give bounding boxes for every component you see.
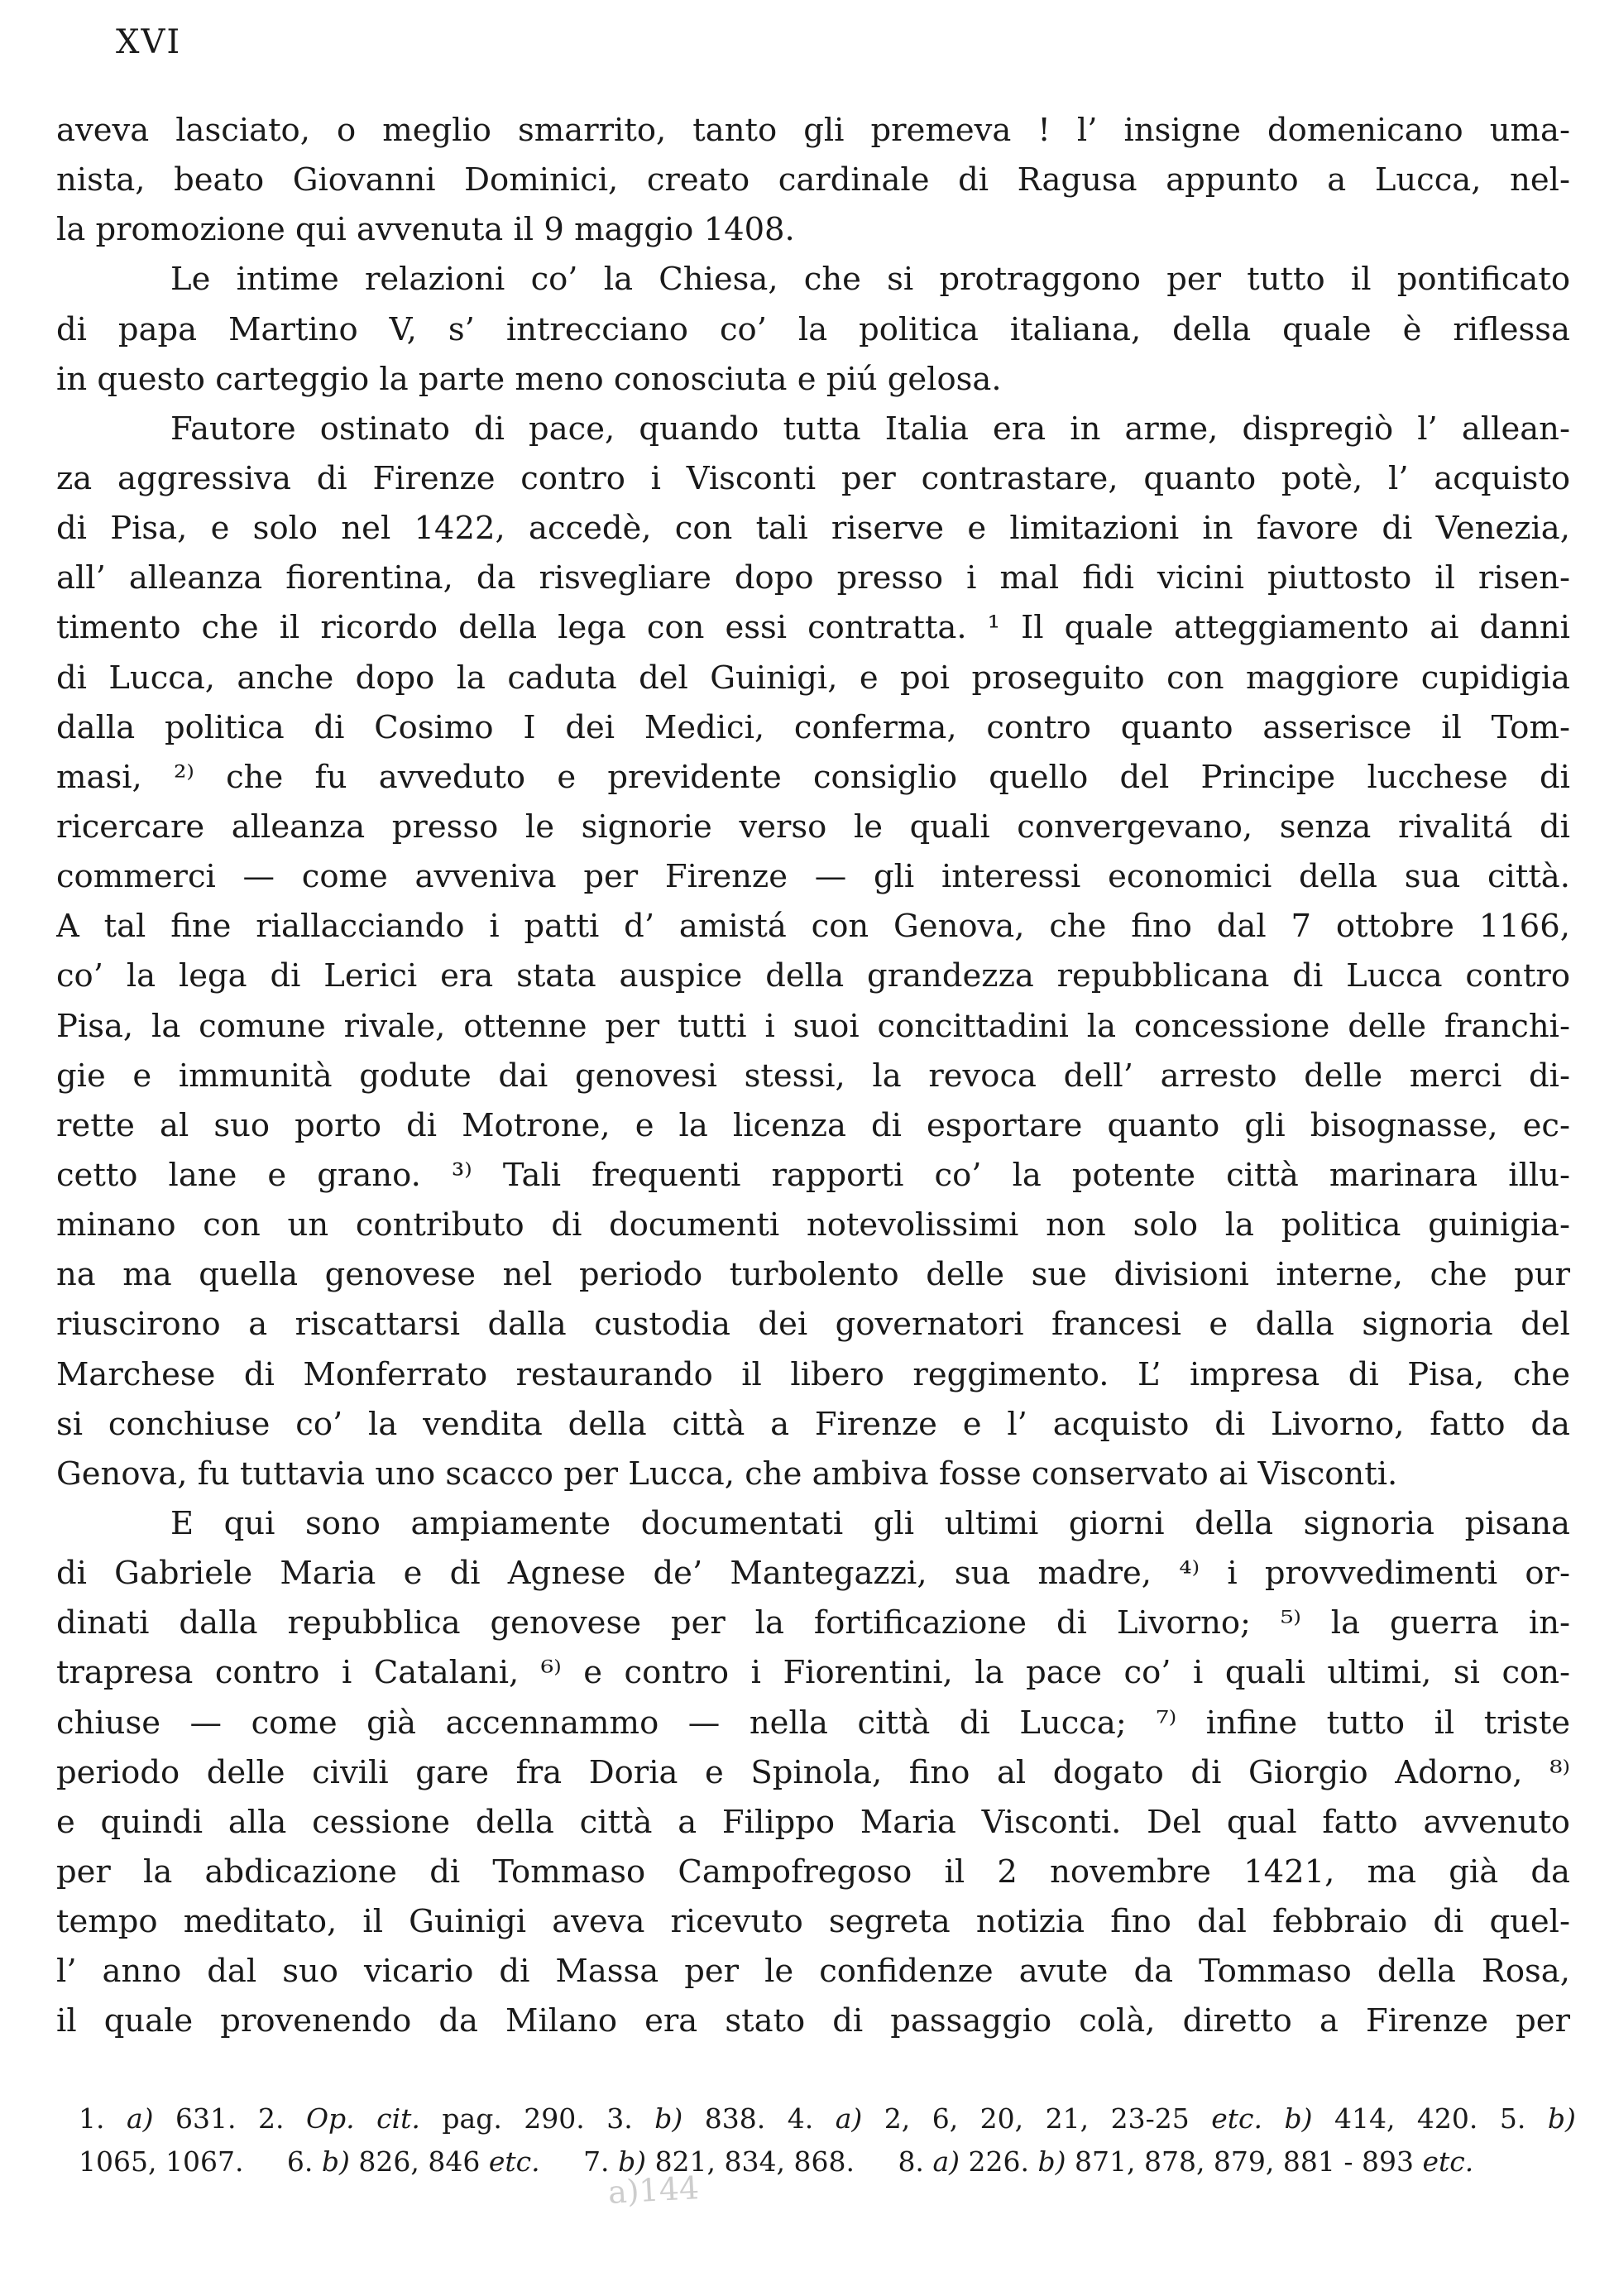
text-line: il quale provenendo da Milano era stato di passaggio colà, diretto a Firenze per [56, 2002, 1570, 2040]
text-line: tempo meditato, il Guinigi aveva ricevuto segreta notizia fino dal febbraio di quel- [56, 1903, 1570, 1941]
text-line: di Pisa, e solo nel 1422, accedè, con tali riserve e limitazioni in favore di Venezia, [56, 510, 1570, 548]
footnotes [79, 2097, 1576, 2183]
text-line: e quindi alla cessione della città a Filippo Maria Visconti. Del qual fatto avvenuto [56, 1803, 1570, 1841]
text-line: dalla politica di Cosimo I dei Medici, conferma, contro quanto asserisce il Tom- [56, 708, 1570, 746]
text-line: minano con un contributo di documenti notevolissimi non solo la politica guinigia- [56, 1206, 1570, 1244]
text-line: na ma quella genovese nel periodo turbolento delle sue divisioni interne, che pur [56, 1256, 1570, 1294]
text-line: si conchiuse co’ la vendita della città a Firenze e l’ acquisto di Livorno, fatto da [56, 1405, 1570, 1443]
text-line: aveva lasciato, o meglio smarrito, tanto gli premeva ! l’ insigne domenicano uma- [56, 112, 1570, 149]
text-line: dinati dalla repubblica genovese per la fortificazione di Livorno; ⁵⁾ la guerra in- [56, 1604, 1570, 1642]
text-line: di Lucca, anche dopo la caduta del Guinigi, e poi proseguito con maggiore cupidigia [56, 659, 1570, 697]
text-line: timento che il ricordo della lega con essi contratta. ¹ Il quale atteggiamento ai danni [56, 609, 1570, 647]
text-line: cetto lane e grano. ³⁾ Tali frequenti rapporti co’ la potente città marinara illu- [56, 1156, 1570, 1194]
text-line: l’ anno dal suo vicario di Massa per le confidenze avute da Tommaso della Rosa, [56, 1953, 1570, 1991]
text-line: chiuse — come già accennammo — nella città di Lucca; ⁷⁾ infine tutto il triste [56, 1704, 1570, 1742]
text-line: all’ alleanza fiorentina, da risvegliare dopo presso i mal fidi vicini piuttosto il risen- [56, 559, 1570, 597]
footnote-6: 6. b) 826, 846 etc. [286, 2145, 540, 2178]
text-line: per la abdicazione di Tommaso Campofregoso il 2 novembre 1421, ma già da [56, 1853, 1570, 1891]
text-line: co’ la lega di Lerici era stata auspice della grandezza repubblicana di Lucca contro [56, 957, 1570, 995]
text-line: di papa Martino V, s’ intrecciano co’ la politica italiana, della quale è riflessa [56, 310, 1570, 348]
text-line: A tal fine riallacciando i patti d’ amistá con Genova, che fino dal 7 ottobre 1166, [56, 908, 1570, 946]
text-line: di Gabriele Maria e di Agnese de’ Mantegazzi, sua madre, ⁴⁾ i provvedimenti or- [56, 1555, 1570, 1593]
footnote-line [79, 2097, 1576, 2140]
text-line: Pisa, la comune rivale, ottenne per tutti i suoi concittadini la concessione delle franchi- [56, 1007, 1570, 1045]
footnote-line [79, 2140, 1576, 2183]
footnote-3: 3. b) 838. [606, 2102, 766, 2135]
footnote-5-cont: 1065, 1067. [79, 2145, 244, 2178]
footnote-4: 4. a) 2, 6, 20, 21, 23-25 etc. b) 414, 420. [787, 2102, 1478, 2135]
footnote-1: 1. a) 631. [79, 2102, 237, 2135]
page-number: XVI [116, 23, 182, 61]
body-text [56, 106, 1570, 2046]
text-line: za aggressiva di Firenze contro i Visconti per contrastare, quanto potè, l’ acquisto [56, 459, 1570, 497]
text-line: Marchese di Monferrato restaurando il libero reggimento. L’ impresa di Pisa, che [56, 1355, 1570, 1393]
text-line: nista, beato Giovanni Dominici, creato cardinale di Ragusa appunto a Lucca, nel- [56, 161, 1570, 199]
text-line: Fautore ostinato di pace, quando tutta Italia era in arme, dispregiò l’ allean- [170, 410, 1570, 448]
text-line: gie e immunità godute dai genovesi stessi, la revoca dell’ arresto delle merci di- [56, 1057, 1570, 1095]
text-line: Genova, fu tuttavia uno scacco per Lucca, che ambiva fosse conservato ai Visconti. [56, 1455, 1398, 1493]
text-line: riuscirono a riscattarsi dalla custodia dei governatori francesi e dalla signoria del [56, 1306, 1570, 1344]
text-line: ricercare alleanza presso le signorie verso le quali convergevano, senza rivalitá di [56, 808, 1570, 846]
text-line: Le intime relazioni co’ la Chiesa, che si protraggono per tutto il pontificato [170, 261, 1570, 299]
text-line: commerci — come avveniva per Firenze — gli interessi economici della sua città. [56, 858, 1570, 896]
text-line: E qui sono ampiamente documentati gli ultimi giorni della signoria pisana [170, 1504, 1570, 1542]
text-line: masi, ²⁾ che fu avveduto e previdente consiglio quello del Principe lucchese di [56, 758, 1570, 796]
text-line: rette al suo porto di Motrone, e la licenza di esportare quanto gli bisognasse, ec- [56, 1106, 1570, 1144]
footnote-8: 8. a) 226. b) 871, 878, 879, 881 - 893 etc. [898, 2145, 1474, 2178]
footnote-5: 5. b) [1499, 2102, 1576, 2135]
footnote-2: 2. Op. cit. pag. 290. [258, 2102, 585, 2135]
footnote-7: 7. b) 821, 834, 868. [583, 2145, 855, 2178]
text-line: in questo carteggio la parte meno conosciuta e piú gelosa. [56, 360, 1002, 398]
text-line: periodo delle civili gare fra Doria e Spinola, fino al dogato di Giorgio Adorno, ⁸⁾ [56, 1753, 1570, 1791]
text-line: la promozione qui avvenuta il 9 maggio 1408. [56, 211, 795, 249]
handwritten-mark: a)144 [606, 2169, 701, 2211]
text-line: trapresa contro i Catalani, ⁶⁾ e contro i Fiorentini, la pace co’ i quali ultimi, si con- [56, 1654, 1570, 1692]
